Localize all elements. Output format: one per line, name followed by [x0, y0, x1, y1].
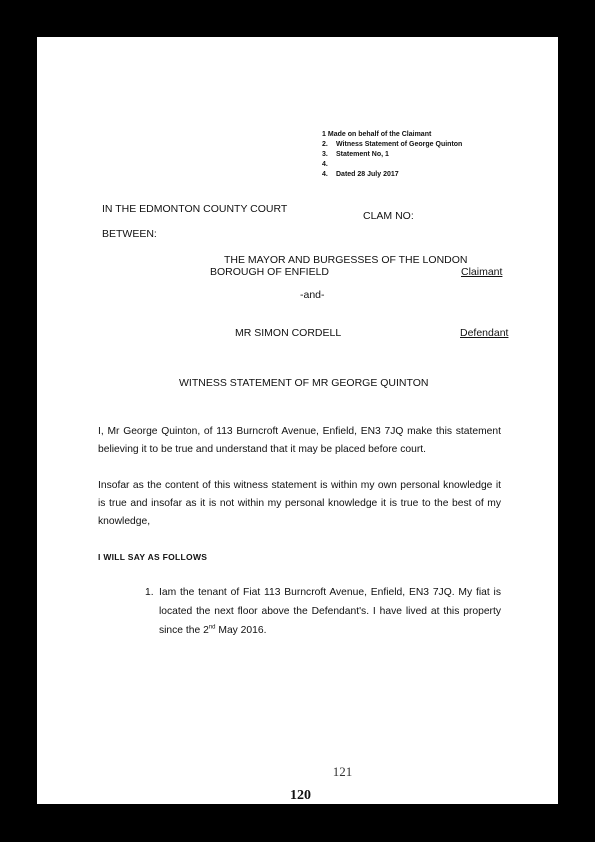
list-item-text-main: Iam the tenant of Fiat 113 Burncroft Avenue, Enfield, EN3 7JQ. My fiat is located the next floor above the Defendant's. I have lived at this property since the 2: [159, 587, 501, 636]
meta-line-4: [322, 160, 462, 170]
statement-metadata: [322, 130, 462, 180]
claimant-name-line-1: THE MAYOR AND BURGESSES OF THE LONDON: [224, 254, 468, 266]
ordinal-suffix: nd: [208, 624, 216, 631]
page-number: 121: [332, 764, 353, 779]
meta-num: 4.: [322, 171, 328, 178]
meta-num: 1: [322, 131, 326, 138]
defendant-label: Defendant: [460, 327, 509, 339]
meta-text: Statement No, 1: [336, 151, 389, 158]
claimant-name-line-2: BOROUGH OF ENFIELD: [210, 266, 330, 278]
meta-text: Witness Statement of George Quinton: [336, 141, 463, 148]
court-name: IN THE EDMONTON COUNTY COURT: [102, 203, 288, 215]
meta-line-2: [322, 140, 462, 150]
meta-num: 3.: [322, 151, 328, 158]
between-label: BETWEEN:: [102, 228, 157, 240]
list-item-text: [159, 583, 501, 640]
knowledge-paragraph: Insofar as the content of this witness statement is within my own personal knowledge it is true and insofar as it is not within my personal knowledge it is true to the best of my knowledge,: [98, 480, 501, 527]
bundle-page-number: 120: [290, 788, 311, 803]
statement-title: WITNESS STATEMENT OF MR GEORGE QUINTON: [179, 377, 429, 389]
and-separator: -and-: [300, 289, 325, 301]
intro-paragraph: I, Mr George Quinton, of 113 Burncroft Avenue, Enfield, EN3 7JQ make this statement believing it to be true and understand that it may be placed before court.: [98, 426, 501, 455]
defendant-name: MR SIMON CORDELL: [235, 327, 342, 339]
meta-text: Dated 28 July 2017: [336, 171, 399, 178]
meta-line-5: [322, 170, 462, 180]
meta-text: Made on behalf of the Claimant: [327, 131, 432, 138]
meta-num: 4.: [322, 161, 328, 168]
list-item-number: 1.: [145, 587, 154, 598]
claim-number-label: CLAM NO:: [363, 210, 414, 222]
meta-num: 2.: [322, 141, 328, 148]
claimant-label: Claimant: [461, 266, 503, 278]
list-item: [145, 583, 501, 640]
section-heading: I WILL SAY AS FOLLOWS: [98, 552, 208, 562]
meta-line-3: [322, 150, 462, 160]
document-page: [37, 37, 558, 804]
list-item-text-end: May 2016.: [215, 625, 267, 636]
meta-line-1: [322, 130, 462, 140]
